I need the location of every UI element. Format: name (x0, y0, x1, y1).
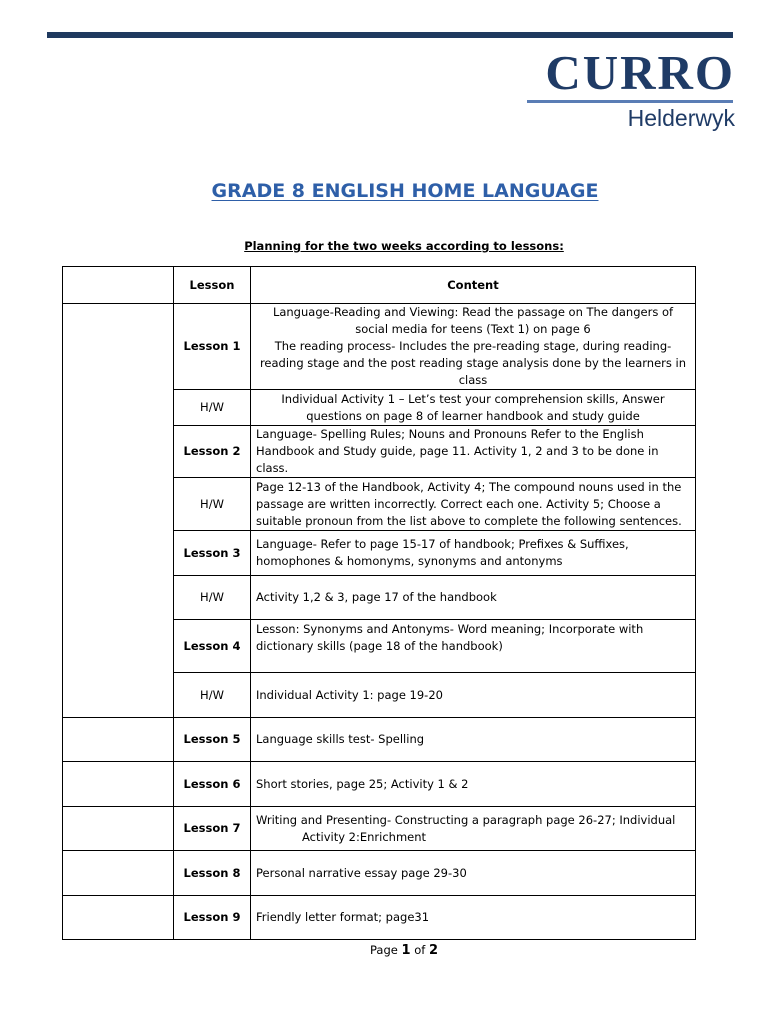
content-cell (251, 304, 696, 390)
content-cell: Language skills test- Spelling (251, 718, 696, 762)
content-cell: Language- Refer to page 15-17 of handbook; Prefixes & Suffixes, homophones & homonyms, synonyms and antonyms (251, 531, 696, 576)
row-group-cell (63, 304, 174, 718)
lesson-cell: H/W (174, 576, 251, 620)
content-cell: Activity 1,2 & 3, page 17 of the handbook (251, 576, 696, 620)
table-row (63, 304, 696, 390)
lesson-cell: Lesson 4 (174, 620, 251, 673)
lesson-cell: Lesson 6 (174, 762, 251, 807)
header-lesson: Lesson (174, 267, 251, 304)
row-blank-cell (63, 762, 174, 807)
content-cell: Personal narrative essay page 29-30 (251, 851, 696, 896)
lesson-cell: Lesson 1 (174, 304, 251, 390)
content-line: Activity 2:Enrichment (302, 829, 427, 844)
lesson-cell: Lesson 8 (174, 851, 251, 896)
content-cell (251, 807, 696, 851)
lesson-cell: Lesson 5 (174, 718, 251, 762)
footer-prefix: Page (370, 943, 402, 957)
lesson-cell: H/W (174, 673, 251, 718)
content-line: The reading process- Includes the pre-reading stage, during reading-reading stage and the post reading stage analysis done by the learners in class (259, 339, 687, 387)
logo-campus: Helderwyk (627, 105, 735, 131)
content-cell: Short stories, page 25; Activity 1 & 2 (251, 762, 696, 807)
curro-logo (525, 45, 735, 140)
table-row (63, 762, 696, 807)
lesson-cell: H/W (174, 478, 251, 531)
row-blank-cell (63, 718, 174, 762)
document-title: GRADE 8 ENGLISH HOME LANGUAGE (211, 180, 599, 202)
row-blank-cell (63, 896, 174, 940)
table-header-row (63, 267, 696, 304)
lesson-plan-table (62, 266, 696, 940)
content-cell: Page 12-13 of the Handbook, Activity 4; The compound nouns used in the passage are written incorrectly. Correct each one. Activity 5; Choose a suitable pronoun from the list above to complete the following sentences. (251, 478, 696, 531)
table-row (63, 896, 696, 940)
logo-brand: CURRO (545, 45, 735, 100)
top-rule (47, 32, 733, 38)
lesson-cell: Lesson 2 (174, 426, 251, 478)
content-line: Writing and Presenting- Constructing a paragraph page 26-27; Individual (256, 812, 676, 827)
lesson-cell: H/W (174, 390, 251, 426)
header-content: Content (251, 267, 696, 304)
content-cell: Language- Spelling Rules; Nouns and Pronouns Refer to the English Handbook and Study guide, page 11. Activity 1, 2 and 3 to be done in class. (251, 426, 696, 478)
row-blank-cell (63, 851, 174, 896)
row-blank-cell (63, 807, 174, 851)
content-cell: Individual Activity 1 – Let’s test your comprehension skills, Answer questions on page 8 of learner handbook and study guide (251, 390, 696, 426)
table-row (63, 718, 696, 762)
planning-subtitle: Planning for the two weeks according to lessons: (244, 239, 564, 253)
table-row (63, 851, 696, 896)
content-cell: Lesson: Synonyms and Antonyms- Word meaning; Incorporate with dictionary skills (page 18 of the handbook) (251, 620, 696, 673)
page-footer (0, 943, 768, 958)
footer-of: of (410, 943, 429, 957)
lesson-cell: Lesson 9 (174, 896, 251, 940)
logo-bar (527, 100, 733, 103)
lesson-cell: Lesson 3 (174, 531, 251, 576)
header-blank (63, 267, 174, 304)
content-line: Language-Reading and Viewing: Read the passage on The dangers of social media for teens (Text 1) on page 6 (272, 305, 674, 336)
content-cell: Individual Activity 1: page 19-20 (251, 673, 696, 718)
table-row (63, 807, 696, 851)
total-page-count: 2 (428, 943, 438, 958)
lesson-cell: Lesson 7 (174, 807, 251, 851)
current-page-number: 1 (401, 943, 411, 958)
content-cell: Friendly letter format; page31 (251, 896, 696, 940)
